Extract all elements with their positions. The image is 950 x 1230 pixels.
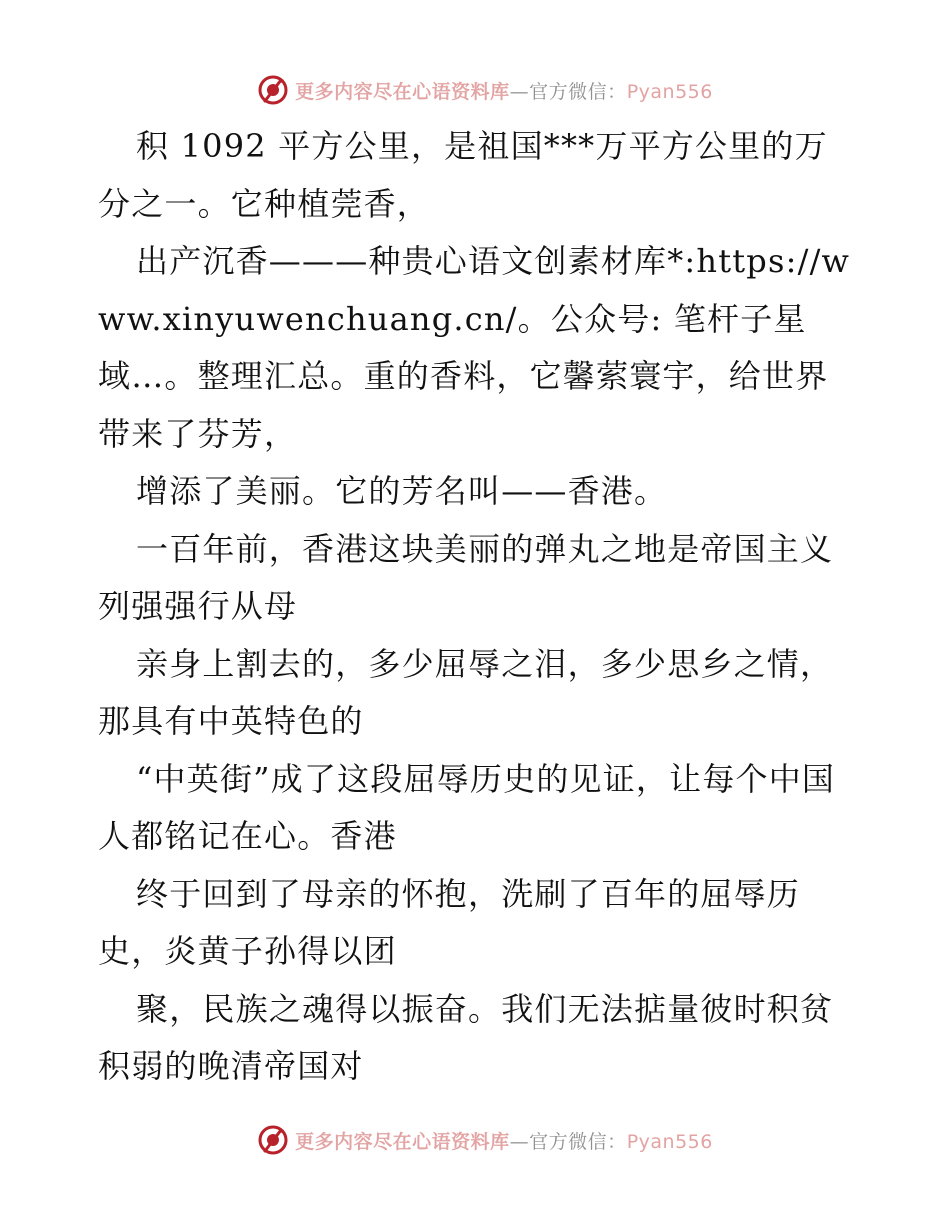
- header-banner-inner: [257, 74, 713, 106]
- paragraph: 亲身上割去的，多少屈辱之泪，多少思乡之情，那具有中英特色的: [98, 644, 834, 740]
- paragraph: “中英街”成了这段屈辱历史的见证，让每个中国人都铭记在心。香港: [98, 759, 836, 855]
- brand-logo-icon: [257, 1124, 289, 1156]
- banner-wechat-id: Pyan556: [626, 80, 713, 103]
- footer-banner: [0, 1122, 950, 1158]
- paragraph: 终于回到了母亲的怀抱，洗刷了百年的屈辱历史，炎黄子孙得以团: [98, 874, 801, 970]
- paragraph: 增添了美丽。它的芳名叫——香港。: [136, 472, 668, 510]
- banner-main-text: 更多内容尽在心语资料库: [295, 80, 510, 103]
- banner-separator: —: [509, 80, 530, 103]
- footer-banner-inner: [257, 1124, 713, 1156]
- paragraph: 聚，民族之魂得以振奋。我们无法掂量彼时积贫积弱的晚清帝国对: [98, 989, 834, 1085]
- paragraph: 积 1092 平方公里，是祖国***万平方公里的万分之一。它种植莞香，: [98, 127, 828, 223]
- header-banner: [0, 72, 950, 108]
- banner-main-text: 更多内容尽在心语资料库: [295, 1130, 510, 1153]
- paragraph: 一百年前，香港这块美丽的弹丸之地是帝国主义列强强行从母: [98, 529, 834, 625]
- banner-wechat-label: 官方微信：: [529, 1130, 627, 1153]
- brand-logo-icon: [257, 74, 289, 106]
- banner-separator: —: [509, 1130, 530, 1153]
- banner-wechat-label: 官方微信：: [529, 80, 627, 103]
- document-body: [98, 118, 858, 1096]
- banner-wechat-id: Pyan556: [626, 1130, 713, 1153]
- paragraph: 出产沉香———种贵心语文创素材库*:https://www.xinyuwenchuang.cn/。公众号: 笔杆子星域…。整理汇总。重的香料，它馨萦寰宇，给世界带来了芬芳，: [98, 242, 851, 453]
